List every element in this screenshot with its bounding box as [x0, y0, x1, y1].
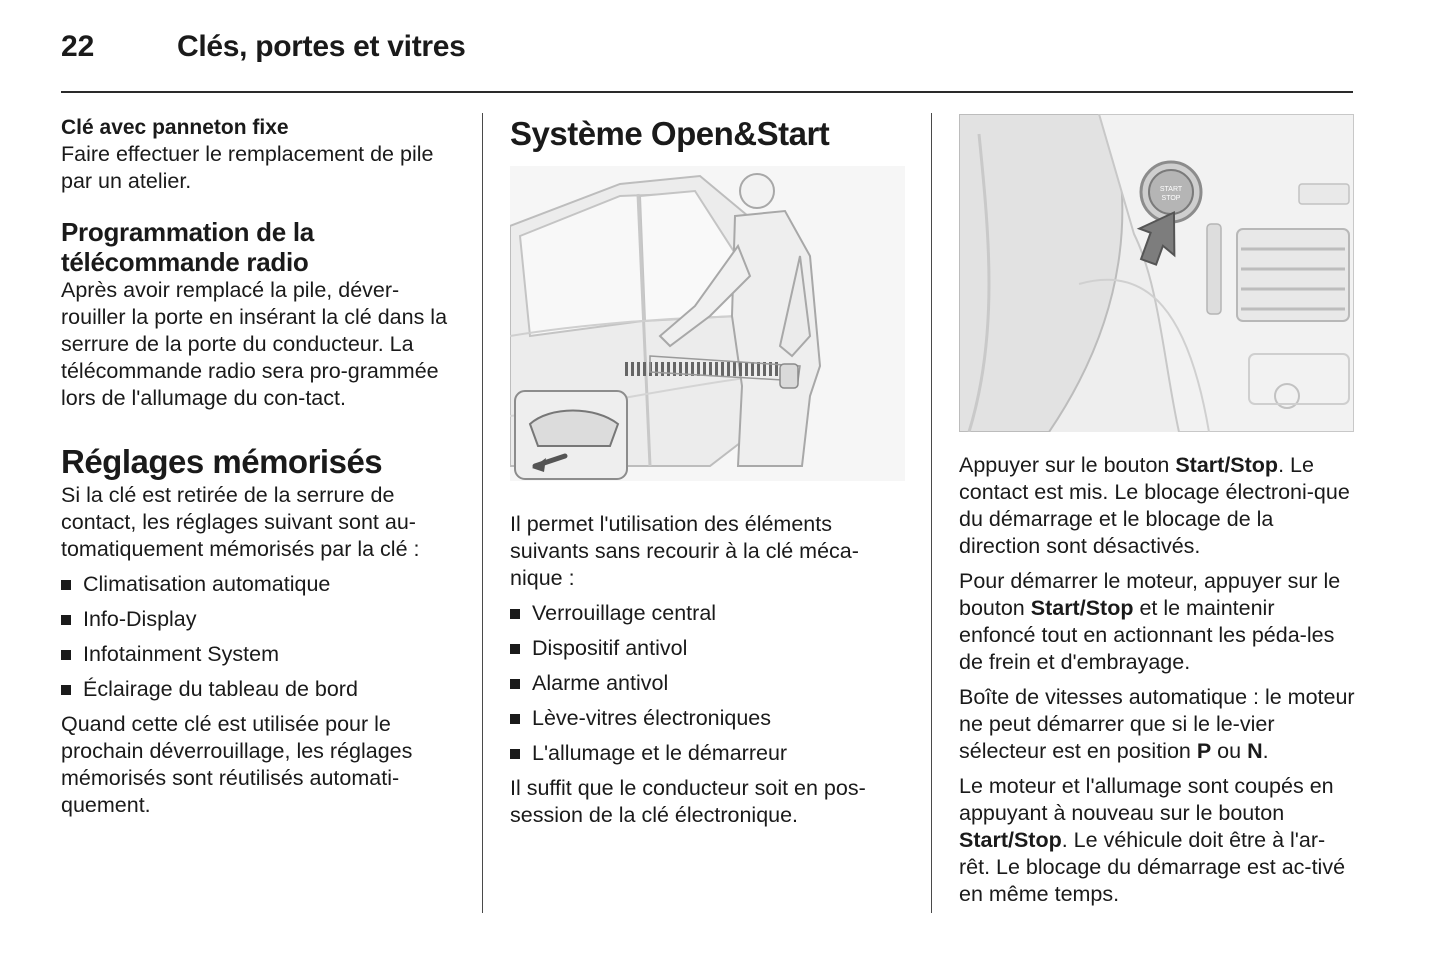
open-start-outro: Il suffit que le conducteur soit en pos-session de la clé électronique.: [510, 776, 866, 827]
button-label-start: START: [1159, 186, 1183, 193]
bullet-icon: [510, 679, 520, 689]
start-stop-key-2: Start/Stop: [1030, 596, 1134, 620]
list-item: Dispositif antivol: [510, 635, 910, 662]
page-header: [61, 30, 1353, 66]
bullet-icon: [61, 615, 71, 625]
list-item: Alarme antivol: [510, 670, 910, 697]
section-memorized-settings: [61, 442, 461, 819]
list-item: Climatisation automatique: [61, 571, 461, 598]
memorized-settings-outro: Quand cette clé est utilisée pour le prochain déverrouillage, les réglages mémorisés sont réutilisés automati-quement.: [61, 712, 413, 817]
start-stop-key-3: Start/Stop: [959, 828, 1062, 852]
start-stop-illustration: [959, 114, 1354, 432]
button-label-stop: STOP: [1161, 195, 1181, 202]
door-handle-keyless-icon: [515, 391, 627, 479]
start-stop-p1: Appuyer sur le bouton Start/Stop. Le contact est mis. Le blocage électroni-que du démarrage et le blocage de la direction sont désactivés.: [959, 453, 1350, 558]
list-item: Infotainment System: [61, 641, 461, 668]
list-item: Éclairage du tableau de bord: [61, 676, 461, 703]
list-item: Verrouillage central: [510, 600, 910, 627]
bullet-icon: [510, 609, 520, 619]
open-start-figure: [510, 166, 905, 481]
column-divider-1: [482, 113, 483, 913]
left-column: [61, 114, 461, 819]
gear-n: N: [1247, 739, 1263, 763]
middle-column: [510, 114, 910, 829]
programming-heading: [61, 217, 461, 277]
right-column: [959, 114, 1355, 908]
open-start-intro: Il permet l'utilisation des éléments suivants sans recourir à la clé méca-nique :: [510, 512, 859, 590]
programming-text: Après avoir remplacé la pile, déver-rouiller la porte en insérant la clé dans la serrure de la porte du conducteur. La télécommande radio sera pro-grammée lors de l'allumage du con-tact.: [61, 278, 448, 410]
list-item: Lève-vitres électroniques: [510, 705, 910, 732]
programming-heading-line2: télécommande radio: [61, 247, 309, 277]
memorized-settings-intro: Si la clé est retirée de la serrure de contact, les réglages suivant sont au-tomatiquement mémorisés par la clé :: [61, 483, 420, 561]
open-start-list: [510, 600, 910, 767]
header-rule: [61, 91, 1353, 93]
open-start-heading: Système Open&Start: [510, 115, 830, 152]
start-stop-p4: Le moteur et l'allumage sont coupés en appuyant à nouveau sur le bouton Start/Stop. Le véhicule doit être à l'ar-rêt. Le blocage du démarrage est ac-tivé en même temps.: [959, 774, 1346, 906]
bullet-icon: [61, 685, 71, 695]
start-stop-key-1: Start/Stop: [1175, 453, 1279, 477]
start-stop-p2: Pour démarrer le moteur, appuyer sur le bouton Start/Stop et le maintenir enfoncé tout en actionnant les péda-les de frein et d'embrayage.: [959, 569, 1341, 674]
list-item: Info-Display: [61, 606, 461, 633]
bullet-icon: [510, 714, 520, 724]
page-number: 22: [61, 30, 95, 63]
chapter-title: Clés, portes et vitres: [177, 30, 466, 63]
section-key-fixed-bit: [61, 114, 461, 195]
list-item: L'allumage et le démarreur: [510, 740, 910, 767]
memorized-settings-list: [61, 571, 461, 703]
memorized-settings-heading: Réglages mémorisés: [61, 443, 383, 480]
bullet-icon: [510, 644, 520, 654]
start-stop-p3: Boîte de vitesses automatique : le moteur ne peut démarrer que si le le-vier sélecteur est en position P ou N.: [959, 685, 1355, 763]
key-fixed-bit-heading: Clé avec panneton fixe: [61, 116, 289, 139]
gear-p: P: [1196, 739, 1212, 763]
start-stop-figure: [959, 114, 1354, 432]
section-programming: [61, 217, 461, 412]
open-start-illustration: [510, 166, 905, 481]
bullet-icon: [510, 749, 520, 759]
programming-heading-line1: Programmation de la: [61, 217, 314, 247]
bullet-icon: [61, 580, 71, 590]
column-divider-2: [931, 113, 932, 913]
bullet-icon: [61, 650, 71, 660]
key-fixed-bit-text: Faire effectuer le remplacement de pile par un atelier.: [61, 142, 434, 193]
